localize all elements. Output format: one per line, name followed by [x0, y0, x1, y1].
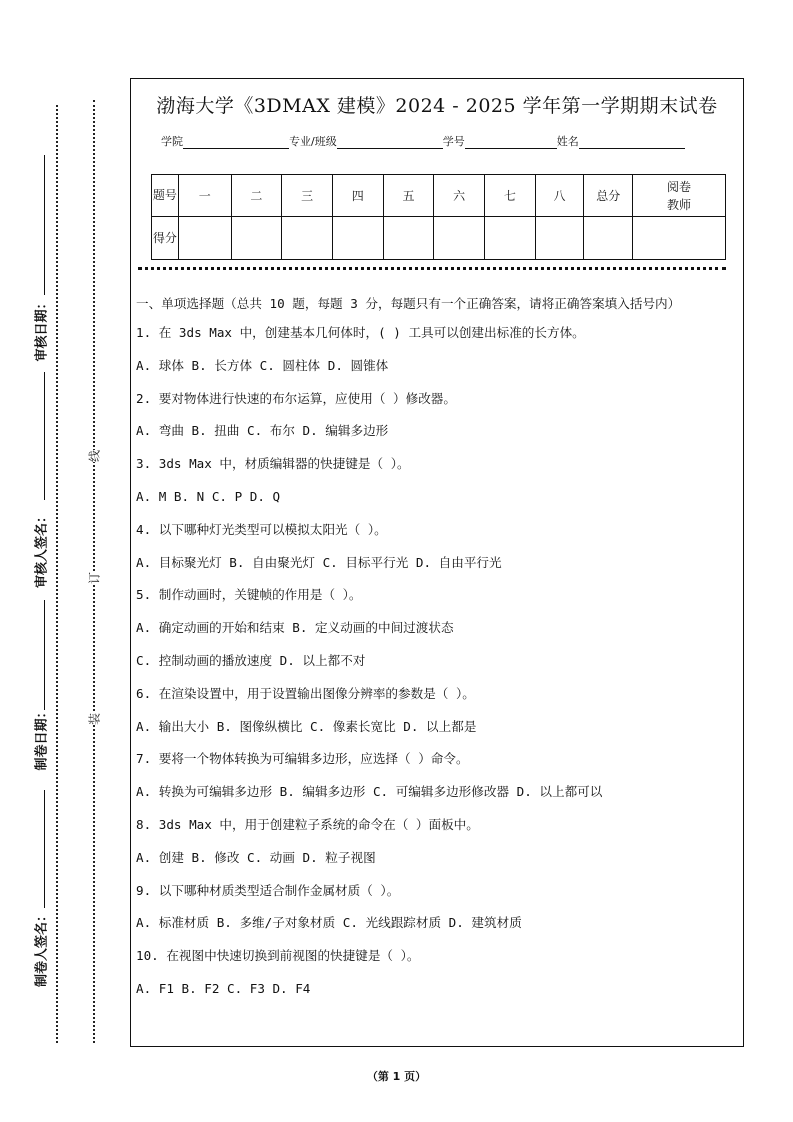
review-date-label: 审核日期： [34, 296, 50, 362]
score-cell[interactable] [231, 217, 282, 260]
college-label: 学院 [161, 135, 183, 148]
score-cell-grader[interactable] [633, 217, 726, 260]
major-blank[interactable] [337, 136, 443, 149]
row-label-question: 题号 [152, 175, 179, 217]
option-line: C. 控制动画的播放速度 D. 以上都不对 [136, 652, 366, 668]
make-date-label: 制卷日期： [34, 705, 50, 771]
question-line: 5. 制作动画时，关键帧的作用是（ ）。 [136, 587, 362, 603]
score-cell[interactable] [484, 217, 535, 260]
score-table [151, 174, 726, 260]
score-cell-total[interactable] [584, 217, 633, 260]
option-line: A. 创建 B. 修改 C. 动画 D. 粒子视图 [136, 849, 376, 865]
score-cell[interactable] [178, 217, 231, 260]
option-line: A. 标准材质 B. 多维/子对象材质 C. 光线跟踪材质 D. 建筑材质 [136, 915, 522, 931]
score-cell[interactable] [383, 217, 434, 260]
question-line: 10. 在视图中快速切换到前视图的快捷键是（ ）。 [136, 948, 420, 964]
question-line: 6. 在渲染设置中，用于设置输出图像分辨率的参数是（ ）。 [136, 685, 475, 701]
student-id-blank[interactable] [465, 136, 557, 149]
col-header: 六 [434, 175, 485, 217]
question-line: 2. 要对物体进行快速的布尔运算，应使用（ ）修改器。 [136, 390, 456, 406]
option-line: A. 球体 B. 长方体 C. 圆柱体 D. 圆锥体 [136, 357, 389, 373]
question-line: 3. 3ds Max 中，材质编辑器的快捷键是（ ）。 [136, 456, 410, 472]
score-cell[interactable] [434, 217, 485, 260]
row-label-score: 得分 [152, 217, 179, 260]
name-label: 姓名 [556, 135, 579, 148]
question-line: 8. 3ds Max 中，用于创建粒子系统的命令在（ ）面板中。 [136, 816, 479, 832]
col-header-grader: 阅卷教师 [633, 175, 726, 217]
option-line: A. M B. N C. P D. Q [136, 488, 281, 504]
dotted-separator [138, 267, 726, 270]
question-line: 1. 在 3ds Max 中，创建基本几何体时，( ) 工具可以创建出标准的长方体。 [136, 325, 585, 340]
option-line: A. 弯曲 B. 扭曲 C. 布尔 D. 编辑多边形 [136, 423, 389, 439]
review-date-blank[interactable] [44, 155, 45, 295]
binding-char-line: 线 [84, 450, 105, 462]
col-header: 一 [178, 175, 231, 217]
col-header: 七 [484, 175, 535, 217]
question-line: 7. 要将一个物体转换为可编辑多边形，应选择（ ）命令。 [136, 751, 469, 767]
page-number: （第 1 页） [366, 1070, 427, 1083]
maker-sign-label: 制卷人签名： [34, 908, 50, 988]
option-line: A. 确定动画的开始和结束 B. 定义动画的中间过渡状态 [136, 620, 454, 636]
major-label: 专业/班级 [289, 135, 337, 148]
col-header: 四 [332, 175, 383, 217]
make-date-blank[interactable] [44, 600, 45, 710]
student-id-label: 学号 [442, 135, 465, 148]
binding-dotted-line-outer [56, 105, 58, 1043]
col-header: 三 [282, 175, 333, 217]
question-line: 9. 以下哪种材质类型适合制作金属材质（ ）。 [136, 882, 400, 898]
option-line: A. 目标聚光灯 B. 自由聚光灯 C. 目标平行光 D. 自由平行光 [136, 554, 502, 570]
exam-body [136, 293, 735, 1012]
reviewer-sign-blank[interactable] [44, 372, 45, 500]
college-blank[interactable] [183, 136, 289, 149]
student-info-row [161, 133, 685, 149]
binding-char-binding: 装 [84, 713, 105, 725]
exam-title: 渤海大学《3DMAX 建模》2024 - 2025 学年第一学期期末试卷 [156, 95, 718, 117]
exam-frame [130, 78, 744, 1047]
col-header: 五 [383, 175, 434, 217]
reviewer-sign-label: 审核人签名： [34, 509, 50, 589]
maker-sign-blank[interactable] [44, 790, 45, 908]
score-cell[interactable] [332, 217, 383, 260]
section-heading: 一、单项选择题（总共 10 题，每题 3 分，每题只有一个正确答案，请将正确答案填入括号内） [136, 296, 681, 311]
option-line: A. 转换为可编辑多边形 B. 编辑多边形 C. 可编辑多边形修改器 D. 以上都可以 [136, 784, 603, 800]
col-header: 二 [231, 175, 282, 217]
col-header: 八 [535, 175, 584, 217]
score-cell[interactable] [535, 217, 584, 260]
question-line: 4. 以下哪种灯光类型可以模拟太阳光（ ）。 [136, 521, 387, 537]
binding-char-order: 订 [84, 572, 105, 584]
option-line: A. 输出大小 B. 图像纵横比 C. 像素长宽比 D. 以上都是 [136, 718, 477, 734]
col-header-total: 总分 [584, 175, 633, 217]
name-blank[interactable] [579, 136, 685, 149]
option-line: A. F1 B. F2 C. F3 D. F4 [136, 980, 311, 996]
score-cell[interactable] [282, 217, 333, 260]
